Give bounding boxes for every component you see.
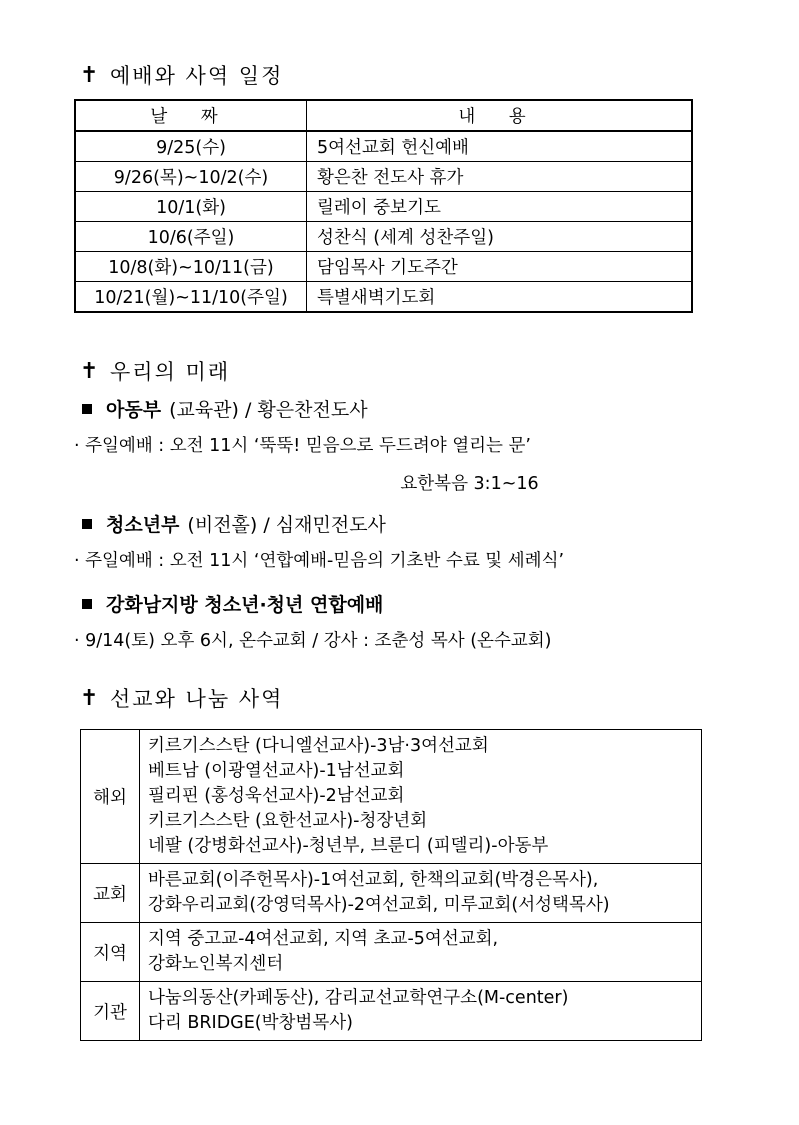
youth-line-1: · 주일예배 : 오전 11시 ‘연합예배-믿음의 기초반 수료 및 세례식’ xyxy=(74,551,565,571)
schedule-date: 10/6(주일) xyxy=(75,222,307,252)
schedule-table xyxy=(74,99,693,313)
mission-item: 강화노인복지센터 xyxy=(148,954,284,974)
mission-items xyxy=(140,864,702,923)
children-line-1: · 주일예배 : 오전 11시 ‘뚝뚝! 믿음으로 두드려야 열리는 문’ xyxy=(74,436,531,456)
schedule-row xyxy=(75,131,692,162)
mission-row xyxy=(81,730,702,864)
square-bullet-icon xyxy=(82,599,92,609)
square-bullet-icon xyxy=(82,404,92,414)
mission-item: 네팔 (강병화선교사)-청년부, 브룬디 (피델리)-아동부 xyxy=(148,836,549,856)
schedule-row xyxy=(75,192,692,222)
cross-icon: ✝ xyxy=(80,62,101,88)
schedule-content: 5여선교회 헌신예배 xyxy=(307,131,693,162)
mission-item: 키르기스스탄 (요한선교사)-청장년회 xyxy=(148,811,428,831)
subhead-youth-bold: 청소년부 xyxy=(106,514,180,536)
district-line-1: · 9/14(토) 오후 6시, 온수교회 / 강사 : 조춘성 목사 (온수교회) xyxy=(74,631,552,651)
schedule-content: 특별새벽기도회 xyxy=(307,282,693,313)
schedule-header-row xyxy=(75,100,692,131)
mission-item: 강화우리교회(강영덕목사)-2여선교회, 미루교회(서성택목사) xyxy=(148,895,610,915)
subhead-children-rest: (교육관) / 황은찬전도사 xyxy=(169,399,368,421)
section-title-text: 선교와 나눔 사역 xyxy=(110,687,284,711)
schedule-date: 10/8(화)~10/11(금) xyxy=(75,252,307,282)
mission-row xyxy=(81,864,702,923)
subhead-children-bold: 아동부 xyxy=(106,399,162,421)
subhead-youth xyxy=(82,510,386,537)
square-bullet-icon xyxy=(82,519,92,529)
mission-category: 해외 xyxy=(81,730,140,864)
mission-item: 키르기스스탄 (다니엘선교사)-3남·3여선교회 xyxy=(148,736,489,756)
schedule-content: 성찬식 (세계 성찬주일) xyxy=(307,222,693,252)
schedule-date: 10/1(화) xyxy=(75,192,307,222)
schedule-row xyxy=(75,252,692,282)
section-title-text: 우리의 미래 xyxy=(110,360,231,384)
section-title-future xyxy=(80,356,230,386)
schedule-date: 10/21(월)~11/10(주일) xyxy=(75,282,307,313)
mission-item: 베트남 (이광열선교사)-1남선교회 xyxy=(148,761,405,781)
mission-row xyxy=(81,923,702,982)
cross-icon: ✝ xyxy=(80,685,101,711)
cross-icon: ✝ xyxy=(80,358,101,384)
mission-item: 다리 BRIDGE(박창범목사) xyxy=(148,1013,353,1033)
mission-items xyxy=(140,730,702,864)
mission-category: 지역 xyxy=(81,923,140,982)
mission-category: 교회 xyxy=(81,864,140,923)
subhead-district-bold: 강화남지방 청소년·청년 연합예배 xyxy=(106,594,384,616)
schedule-content: 담임목사 기도주간 xyxy=(307,252,693,282)
schedule-row xyxy=(75,222,692,252)
mission-item: 필리핀 (홍성욱선교사)-2남선교회 xyxy=(148,786,405,806)
schedule-date: 9/26(목)~10/2(수) xyxy=(75,162,307,192)
subhead-district xyxy=(82,590,391,617)
mission-item: 나눔의동산(카페동산), 감리교선교학연구소(M-center) xyxy=(148,988,569,1008)
section-title-mission xyxy=(80,683,283,713)
children-line-2: 요한복음 3:1~16 xyxy=(400,474,539,494)
schedule-row xyxy=(75,282,692,313)
subhead-children xyxy=(82,395,368,422)
mission-items xyxy=(140,923,702,982)
section-title-text: 예배와 사역 일정 xyxy=(110,64,284,88)
schedule-row xyxy=(75,162,692,192)
mission-item: 바른교회(이주헌목사)-1여선교회, 한책의교회(박경은목사), xyxy=(148,870,599,890)
schedule-date: 9/25(수) xyxy=(75,131,307,162)
subhead-youth-rest: (비전홀) / 심재민전도사 xyxy=(187,514,386,536)
mission-row xyxy=(81,982,702,1041)
header-date: 날 짜 xyxy=(75,100,307,131)
header-content: 내 용 xyxy=(307,100,693,131)
mission-table xyxy=(80,729,702,1041)
mission-item: 지역 중고교-4여선교회, 지역 초교-5여선교회, xyxy=(148,929,499,949)
schedule-content: 릴레이 중보기도 xyxy=(307,192,693,222)
mission-items xyxy=(140,982,702,1041)
schedule-content: 황은찬 전도사 휴가 xyxy=(307,162,693,192)
mission-category: 기관 xyxy=(81,982,140,1041)
section-title-schedule xyxy=(80,60,283,90)
